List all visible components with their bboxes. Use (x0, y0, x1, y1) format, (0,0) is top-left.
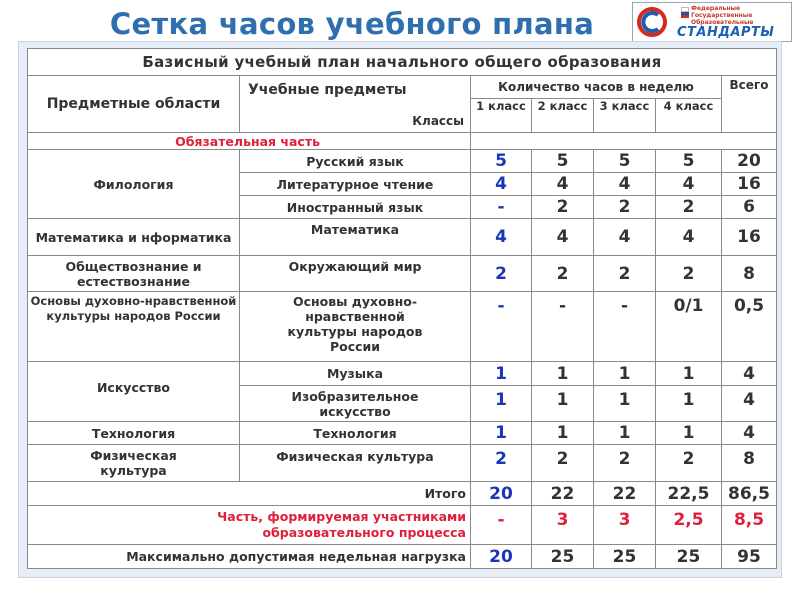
class2-cell: - (532, 292, 594, 362)
total-cell: 20 (722, 150, 777, 173)
subject-cell: Математика (240, 219, 471, 256)
class3-cell: 2 (594, 256, 656, 292)
variable-part-class3: 3 (594, 506, 656, 545)
class2-cell: 1 (532, 422, 594, 445)
header-class-1: 1 класс (471, 99, 532, 133)
class1-cell: 2 (471, 445, 532, 482)
subject-cell: Окружающий мир (240, 256, 471, 292)
itogo-label: Итого (28, 482, 471, 506)
header-class-3: 3 класс (594, 99, 656, 133)
subject-cell: Музыка (240, 362, 471, 386)
class3-cell: 5 (594, 150, 656, 173)
curriculum-table (27, 48, 777, 569)
variable-part-label: Часть, формируемая участниками образовательного процесса (28, 506, 471, 545)
table-row (28, 150, 777, 173)
flag-icon (681, 7, 689, 16)
header-subject-label: Учебные предметы (248, 82, 407, 98)
class1-cell: 4 (471, 173, 532, 196)
header-hours: Количество часов в неделю (471, 76, 722, 99)
class3-cell: 1 (594, 362, 656, 386)
slide-title: Сетка часов учебного плана (109, 7, 595, 41)
class3-cell: 1 (594, 386, 656, 422)
class2-cell: 5 (532, 150, 594, 173)
logo-caption: Федеральные Государственные Образовательные (691, 5, 754, 26)
class2-cell: 2 (532, 256, 594, 292)
total-cell: 8 (722, 445, 777, 482)
class1-cell: 1 (471, 362, 532, 386)
area-cell: Технология (28, 422, 240, 445)
class2-cell: 4 (532, 219, 594, 256)
class4-cell: 5 (656, 150, 722, 173)
class1-cell: - (471, 196, 532, 219)
class3-cell: 2 (594, 196, 656, 219)
class4-cell: 2 (656, 445, 722, 482)
total-cell: 8 (722, 256, 777, 292)
class4-cell: 4 (656, 173, 722, 196)
class2-cell: 2 (532, 445, 594, 482)
class3-cell: 4 (594, 219, 656, 256)
class4-cell: 0/1 (656, 292, 722, 362)
class4-cell: 2 (656, 196, 722, 219)
area-cell: Искусство (28, 362, 240, 422)
itogo-class3: 22 (594, 482, 656, 506)
variable-part-class2: 3 (532, 506, 594, 545)
mandatory-part-filler (471, 133, 777, 150)
total-cell: 4 (722, 422, 777, 445)
header-subject (240, 76, 471, 133)
max-load-class1: 20 (471, 545, 532, 569)
subject-cell: Изобразительное искусство (240, 386, 471, 422)
max-load-class3: 25 (594, 545, 656, 569)
table-row (28, 256, 777, 292)
subject-cell: Основы духовно-нравственной культуры народов России (240, 292, 471, 362)
total-cell: 6 (722, 196, 777, 219)
table-row (28, 422, 777, 445)
max-load-label: Максимально допустимая недельная нагрузка (28, 545, 471, 569)
mandatory-part-label: Обязательная часть (28, 133, 471, 150)
table-row (28, 445, 777, 482)
class2-cell: 4 (532, 173, 594, 196)
class3-cell: 2 (594, 445, 656, 482)
subject-cell: Технология (240, 422, 471, 445)
max-load-total: 95 (722, 545, 777, 569)
class3-cell: - (594, 292, 656, 362)
fgos-logo (632, 2, 792, 42)
logo-text: СТАНДАРТЫ (677, 25, 775, 40)
header-area: Предметные области (28, 76, 240, 133)
subject-cell: Физическая культура (240, 445, 471, 482)
max-load-class4: 25 (656, 545, 722, 569)
class2-cell: 1 (532, 386, 594, 422)
class1-cell: 1 (471, 386, 532, 422)
class1-cell: 5 (471, 150, 532, 173)
fgos-emblem-icon (637, 6, 667, 38)
max-load-class2: 25 (532, 545, 594, 569)
table-row (28, 362, 777, 386)
variable-part-total: 8,5 (722, 506, 777, 545)
itogo-class2: 22 (532, 482, 594, 506)
class4-cell: 1 (656, 386, 722, 422)
area-cell: Филология (28, 150, 240, 219)
total-cell: 0,5 (722, 292, 777, 362)
class3-cell: 1 (594, 422, 656, 445)
variable-part-class4: 2,5 (656, 506, 722, 545)
class4-cell: 4 (656, 219, 722, 256)
area-cell: Обществознание и естествознание (28, 256, 240, 292)
plan-title: Базисный учебный план начального общего образования (28, 49, 777, 76)
area-cell: Физическая культура (28, 445, 240, 482)
total-cell: 4 (722, 386, 777, 422)
area-cell: Основы духовно-нравственной культуры народов России (28, 292, 240, 362)
class1-cell: 1 (471, 422, 532, 445)
subject-cell: Иностранный язык (240, 196, 471, 219)
table-row (28, 292, 777, 362)
area-cell: Математика и нформатика (28, 219, 240, 256)
class2-cell: 1 (532, 362, 594, 386)
class3-cell: 4 (594, 173, 656, 196)
header-class-2: 2 класс (532, 99, 594, 133)
class2-cell: 2 (532, 196, 594, 219)
itogo-class4: 22,5 (656, 482, 722, 506)
total-cell: 16 (722, 173, 777, 196)
header-classes-label: Классы (412, 114, 464, 128)
subject-cell: Русский язык (240, 150, 471, 173)
itogo-class1: 20 (471, 482, 532, 506)
header-class-4: 4 класс (656, 99, 722, 133)
max-load-row (28, 545, 777, 569)
class1-cell: - (471, 292, 532, 362)
subject-cell: Литературное чтение (240, 173, 471, 196)
class4-cell: 2 (656, 256, 722, 292)
variable-part-class1: - (471, 506, 532, 545)
table-row (28, 219, 777, 256)
class4-cell: 1 (656, 422, 722, 445)
class1-cell: 2 (471, 256, 532, 292)
variable-part-row (28, 506, 777, 545)
total-cell: 4 (722, 362, 777, 386)
itogo-total: 86,5 (722, 482, 777, 506)
itogo-row (28, 482, 777, 506)
class4-cell: 1 (656, 362, 722, 386)
total-cell: 16 (722, 219, 777, 256)
table-panel (18, 41, 782, 578)
header-total: Всего (722, 76, 777, 133)
class1-cell: 4 (471, 219, 532, 256)
